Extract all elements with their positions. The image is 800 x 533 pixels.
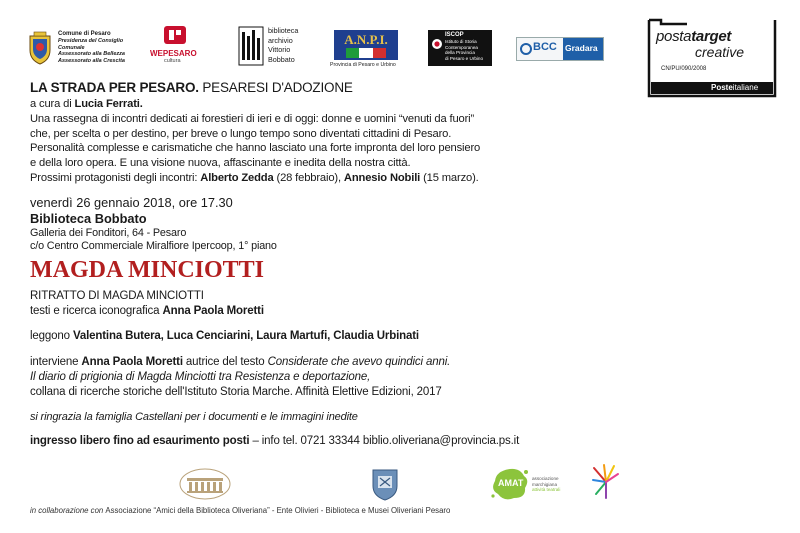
amat-sub-3: attività teatrali [532, 487, 561, 493]
stamp-code: CN/PU/090/2008 [661, 66, 707, 72]
footer-text: Associazione “Amici della Biblioteca Oliveriana” - Ente Olivieri - Biblioteca e Musei Oliveriani Pesaro [105, 506, 451, 515]
bcc-name: BCC [533, 41, 557, 53]
books-icon [238, 26, 264, 66]
curator-line [30, 97, 600, 112]
biblioteca-logo [238, 26, 328, 70]
comune-line-3: Assessorato alla Crescita [58, 57, 125, 64]
readers-names: Valentina Butera, Luca Cenciarini, Laura Martufi, Claudia Urbinati [72, 330, 419, 343]
speaker-book-2: Il diario di prigionia di Magda Minciotti tra Resistenza e deportazione, [30, 370, 371, 383]
shield-icon [370, 466, 400, 502]
portrait-line-2 [30, 304, 600, 319]
curator-prefix: a cura di [30, 98, 75, 110]
curator-name: Lucia Ferrati. [74, 98, 143, 110]
readers-line [30, 329, 600, 344]
wepesaro-sub: cultura [164, 58, 181, 64]
stamp-footer-2: italiane [732, 83, 759, 92]
crest-icon [26, 30, 54, 66]
amat-logo [490, 466, 580, 502]
biblioteca-line-1: biblioteca [268, 26, 299, 35]
footer-collaboration [30, 506, 450, 515]
wepesaro-logo [150, 24, 202, 68]
building-icon [178, 466, 232, 502]
iscop-name: ISCOP [445, 32, 464, 38]
amat-sub-1: associazione [532, 476, 559, 481]
next-person-1: Alberto Zedda [200, 171, 274, 184]
bcc-mark-icon [520, 43, 532, 55]
speaker-prefix: interviene [30, 356, 82, 369]
oliveriana-logo [178, 466, 232, 502]
comune-logo [26, 28, 144, 70]
anpi-logo [330, 30, 408, 70]
speaker-line [30, 355, 600, 370]
entry-line [30, 434, 600, 449]
iscop-line-4: di Pesaro e Urbino [445, 55, 484, 61]
iscop-line-2: Contemporanea [445, 44, 478, 50]
event-address-2: c/o Centro Commerciale Miralfiore Ipercoop, 1° piano [30, 240, 277, 253]
portrait-name: Anna Paola Moretti [162, 304, 264, 317]
next-prefix: Prossimi protagonisti degli incontri: [30, 171, 201, 184]
wepesaro-name: WEPESARO [150, 49, 197, 58]
next-date-1: (28 febbraio), [273, 171, 344, 184]
flag-icon [346, 48, 386, 58]
readers-prefix: leggono [30, 330, 73, 343]
comune-line-1: Presidenza del Consiglio Comunale [58, 38, 124, 51]
entry-rest: – info tel. 0721 33344 biblio.oliveriana@provincia.ps.it [249, 435, 520, 448]
title-bold: LA STRADA PER PESARO. [30, 80, 199, 95]
biblioteca-line-4: Bobbato [268, 54, 295, 64]
anpi-name: A.N.P.I. [344, 32, 388, 47]
speaker-mid: autrice del testo [182, 356, 268, 369]
intro-line-2: che, per scelta o per destino, per breve o lungo tempo sono diventati cittadini di Pesaro. [30, 127, 452, 140]
speaker-series: collana di ricerche storiche dell'Istituto Storia Marche. Affinità Elettive Edizioni, 2017 [30, 385, 442, 398]
next-date-2: (15 marzo). [420, 171, 479, 184]
postage-stamp [647, 18, 777, 98]
amat-name: AMAT [498, 478, 524, 488]
thanks-line: si ringrazia la famiglia Castellani per i documenti e le immagini inedite [30, 410, 358, 423]
next-protagonists [30, 171, 600, 186]
stamp-footer-1: Poste [711, 83, 733, 92]
main-content [30, 80, 600, 449]
anpi-sub: Provincia di Pesaro e Urbino [330, 62, 396, 68]
page-title [30, 80, 600, 95]
wepesaro-mark-icon [160, 24, 190, 48]
stamp-brand-1: posta [656, 28, 692, 45]
speaker-book-1: Considerate che avevo quindici anni. [267, 356, 451, 369]
colorful-burst-logo [590, 462, 630, 498]
bcc-logo [516, 37, 604, 61]
footer-prefix: in collaborazione con [30, 506, 106, 515]
portrait-line-1: RITRATTO DI MAGDA MINCIOTTI [30, 289, 204, 302]
amat-sub-2: marchigiana [532, 481, 558, 487]
biblioteca-line-2: archivio [268, 35, 293, 45]
iscop-line-3: della Provincia [445, 50, 475, 56]
event-address: Galleria dei Fonditori, 64 - Pesaro [30, 226, 187, 239]
portrait-prefix: testi e ricerca iconografica [30, 304, 163, 317]
next-person-2: Annesio Nobili [343, 171, 421, 184]
headline: MAGDA MINCIOTTI [30, 256, 265, 283]
biblioteca-line-3: Vittorio [268, 45, 291, 54]
speaker-name: Anna Paola Moretti [81, 356, 183, 369]
event-date: venerdì 26 gennaio 2018, ore 17.30 [30, 194, 233, 210]
iscop-mark-icon [431, 38, 443, 50]
intro-line-3: Personalità complesse e carismatiche che hanno lasciato una forte impronta del loro pensiero [30, 142, 481, 155]
title-light: PESARESI D'ADOZIONE [198, 80, 353, 95]
event-venue: Biblioteca Bobbato [30, 210, 147, 226]
intro-line-1: Una rassegna di incontri dedicati ai forestieri di ieri e di oggi: donne e uomini “venuti da fuori” [30, 112, 475, 125]
iscop-line-1: Istituto di Storia [445, 39, 477, 44]
entry-bold: ingresso libero fino ad esaurimento posti [30, 435, 250, 448]
ente-olivieri-logo [370, 466, 400, 502]
intro-line-4: e della loro opera. E una visione nuova, affascinante e inedita della nostra città. [30, 157, 411, 170]
stamp-brand-2: target [691, 28, 732, 45]
iscop-logo [428, 30, 492, 66]
bcc-sub: Gradara [565, 43, 598, 53]
comune-line-2: Assessorato alla Bellezza [58, 51, 125, 57]
burst-icon [590, 462, 630, 502]
comune-name: Comune di Pesaro [58, 31, 111, 37]
stamp-brand-3: creative [695, 44, 745, 60]
